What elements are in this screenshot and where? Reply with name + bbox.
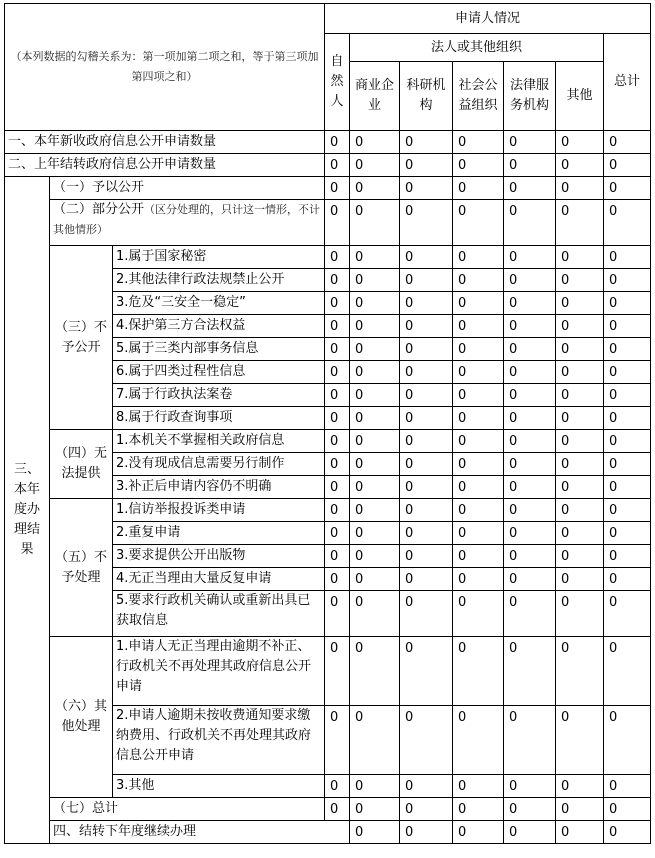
group-4-label: （四）无法提供 <box>50 430 113 499</box>
cell-value: 0 <box>504 798 556 821</box>
cell-value: 0 <box>504 338 556 361</box>
cell-value: 0 <box>350 407 400 430</box>
cell-value: 0 <box>350 154 400 177</box>
cell-value: 0 <box>604 131 651 154</box>
cell-value: 0 <box>453 453 504 476</box>
cell-value: 0 <box>350 568 400 591</box>
cell-value: 0 <box>453 200 504 246</box>
cell-value: 0 <box>325 246 350 269</box>
cell-value: 0 <box>604 591 651 637</box>
lawservice-header: 法律服务机构 <box>504 62 556 131</box>
cell-value: 0 <box>504 315 556 338</box>
table-row <box>5 200 651 246</box>
cell-value: 0 <box>604 407 651 430</box>
research-header: 科研机构 <box>400 62 453 131</box>
cell-value: 0 <box>400 269 453 292</box>
cell-value: 0 <box>400 821 453 844</box>
cell-value: 0 <box>453 430 504 453</box>
cell-value: 0 <box>325 269 350 292</box>
cell-value: 0 <box>504 131 556 154</box>
cell-value: 0 <box>350 798 400 821</box>
cell-value: 0 <box>556 292 604 315</box>
section-3-label: 三、本年度办理结果 <box>5 177 50 844</box>
cell-value: 0 <box>350 522 400 545</box>
legal-entity-header: 法人或其他组织 <box>350 34 604 62</box>
cell-value: 0 <box>504 591 556 637</box>
cell-value: 0 <box>556 775 604 798</box>
cell-value: 0 <box>350 591 400 637</box>
cell-value: 0 <box>604 177 651 200</box>
cell-value: 0 <box>453 384 504 407</box>
cell-value: 0 <box>604 154 651 177</box>
cell-value: 0 <box>325 154 350 177</box>
row-label <box>50 200 325 246</box>
cell-value: 0 <box>400 246 453 269</box>
cell-value: 0 <box>400 177 453 200</box>
cell-value: 0 <box>350 131 400 154</box>
cell-value: 0 <box>325 131 350 154</box>
cell-value: 0 <box>400 384 453 407</box>
cell-value: 0 <box>400 591 453 637</box>
row-label: 1.申请人无正当理由逾期不补正、行政机关不再处理其政府信息公开申请 <box>113 637 325 706</box>
cell-value: 0 <box>453 591 504 637</box>
cell-value: 0 <box>400 522 453 545</box>
cell-value: 0 <box>325 200 350 246</box>
cell-value: 0 <box>604 361 651 384</box>
cell-value: 0 <box>350 269 400 292</box>
cell-value: 0 <box>556 338 604 361</box>
cell-value: 0 <box>453 798 504 821</box>
cell-value: 0 <box>325 798 350 821</box>
other-header: 其他 <box>556 62 604 131</box>
cell-value: 0 <box>350 177 400 200</box>
cell-value: 0 <box>556 499 604 522</box>
cell-value: 0 <box>604 453 651 476</box>
cell-value: 0 <box>604 545 651 568</box>
cell-value: 0 <box>400 430 453 453</box>
cell-value: 0 <box>556 177 604 200</box>
cell-value: 0 <box>453 568 504 591</box>
cell-value: 0 <box>350 338 400 361</box>
row-label: 3.其他 <box>113 775 325 798</box>
row-label: 3.要求提供公开出版物 <box>113 545 325 568</box>
cell-value: 0 <box>325 499 350 522</box>
cell-value: 0 <box>504 637 556 706</box>
cell-value: 0 <box>604 246 651 269</box>
cell-value: 0 <box>453 361 504 384</box>
cell-value: 0 <box>604 499 651 522</box>
cell-value: 0 <box>325 315 350 338</box>
row-label: 3.危及“三安全一稳定” <box>113 292 325 315</box>
row-label: 1.本机关不掌握相关政府信息 <box>113 430 325 453</box>
row-label: 2.没有现成信息需要另行制作 <box>113 453 325 476</box>
cell-value: 0 <box>556 269 604 292</box>
cell-value: 0 <box>556 154 604 177</box>
cell-value: 0 <box>325 177 350 200</box>
cell-value: 0 <box>556 430 604 453</box>
table-row <box>5 177 651 200</box>
cell-value: 0 <box>453 292 504 315</box>
cell-value: 0 <box>350 384 400 407</box>
cell-value: 0 <box>604 269 651 292</box>
cell-value: 0 <box>504 200 556 246</box>
cell-value: 0 <box>400 545 453 568</box>
cell-value: 0 <box>453 338 504 361</box>
cell-value: 0 <box>453 476 504 499</box>
cell-value: 0 <box>325 361 350 384</box>
row-label: 2.其他法律行政法规禁止公开 <box>113 269 325 292</box>
commercial-header: 商业企业 <box>350 62 400 131</box>
cell-value: 0 <box>325 338 350 361</box>
row-label: 3.补正后申请内容仍不明确 <box>113 476 325 499</box>
cell-value: 0 <box>350 453 400 476</box>
cell-value: 0 <box>453 177 504 200</box>
table-row <box>5 430 651 453</box>
cell-value: 0 <box>453 522 504 545</box>
cell-value: 0 <box>325 476 350 499</box>
cell-value: 0 <box>350 706 400 775</box>
cell-value: 0 <box>400 706 453 775</box>
cell-value: 0 <box>604 522 651 545</box>
row-label: 5.要求行政机关确认或重新出具已获取信息 <box>113 591 325 637</box>
cell-value: 0 <box>556 384 604 407</box>
row-label: 7.属于行政执法案卷 <box>113 384 325 407</box>
cell-value: 0 <box>504 384 556 407</box>
cell-value: 0 <box>350 637 400 706</box>
cell-value: 0 <box>350 430 400 453</box>
row-label: 1.属于国家秘密 <box>113 246 325 269</box>
cell-value: 0 <box>453 821 504 844</box>
info-disclosure-table <box>4 3 651 844</box>
cell-value: 0 <box>604 568 651 591</box>
cell-value: 0 <box>400 453 453 476</box>
cell-value: 0 <box>604 706 651 775</box>
cell-value: 0 <box>350 200 400 246</box>
cell-value: 0 <box>453 407 504 430</box>
cell-value: 0 <box>350 545 400 568</box>
cell-value: 0 <box>453 637 504 706</box>
cell-value: 0 <box>504 476 556 499</box>
natural-person-header: 自然人 <box>325 34 350 131</box>
cell-value: 0 <box>604 338 651 361</box>
cell-value: 0 <box>400 407 453 430</box>
cell-value: 0 <box>400 476 453 499</box>
cell-value: 0 <box>604 637 651 706</box>
cell-value: 0 <box>504 775 556 798</box>
cell-value: 0 <box>453 246 504 269</box>
cell-value: 0 <box>325 545 350 568</box>
cell-value: 0 <box>350 361 400 384</box>
cell-value: 0 <box>504 269 556 292</box>
cell-value: 0 <box>504 568 556 591</box>
cell-value: 0 <box>604 775 651 798</box>
cell-value: 0 <box>556 407 604 430</box>
cell-value: 0 <box>325 568 350 591</box>
cell-value: 0 <box>325 706 350 775</box>
cell-value: 0 <box>400 499 453 522</box>
cell-value: 0 <box>604 384 651 407</box>
table-row <box>5 798 651 821</box>
row-label: 2.重复申请 <box>113 522 325 545</box>
cell-value: 0 <box>325 591 350 637</box>
cell-value: 0 <box>350 292 400 315</box>
table-row <box>5 246 651 269</box>
cell-value: 0 <box>504 430 556 453</box>
cell-value: 0 <box>325 522 350 545</box>
cell-value: 0 <box>325 637 350 706</box>
cell-value: 0 <box>504 821 556 844</box>
cell-value: 0 <box>556 637 604 706</box>
cell-value: 0 <box>325 407 350 430</box>
total-header: 总计 <box>604 34 651 131</box>
applicant-header: 申请人情况 <box>325 4 651 34</box>
cell-value: 0 <box>350 821 400 844</box>
row-label: 一、本年新收政府信息公开申请数量 <box>5 131 325 154</box>
cell-value: 0 <box>504 246 556 269</box>
cell-value: 0 <box>400 154 453 177</box>
cell-value: 0 <box>604 821 651 844</box>
row-label: （七）总计 <box>50 798 325 821</box>
header-note: （本列数据的勾稽关系为：第一项加第二项之和，等于第三项加第四项之和） <box>5 4 325 131</box>
cell-value: 0 <box>556 545 604 568</box>
cell-value: 0 <box>400 568 453 591</box>
cell-value: 0 <box>325 292 350 315</box>
cell-value: 0 <box>604 430 651 453</box>
cell-value: 0 <box>504 706 556 775</box>
cell-value: 0 <box>504 545 556 568</box>
cell-value: 0 <box>453 269 504 292</box>
group-3-label: （三）不予公开 <box>50 246 113 430</box>
cell-value: 0 <box>556 476 604 499</box>
table-row <box>5 131 651 154</box>
cell-value: 0 <box>400 315 453 338</box>
cell-value: 0 <box>504 407 556 430</box>
cell-value: 0 <box>556 200 604 246</box>
row-label: 8.属于行政查询事项 <box>113 407 325 430</box>
cell-value: 0 <box>453 131 504 154</box>
cell-value: 0 <box>350 499 400 522</box>
cell-value: 0 <box>504 453 556 476</box>
partial-label: （二）部分公开 <box>53 202 145 217</box>
cell-value: 0 <box>400 200 453 246</box>
cell-value: 0 <box>325 775 350 798</box>
cell-value: 0 <box>325 453 350 476</box>
row-label: 四、结转下年度继续办理 <box>50 821 350 844</box>
cell-value: 0 <box>556 706 604 775</box>
cell-value: 0 <box>556 821 604 844</box>
cell-value: 0 <box>604 798 651 821</box>
group-5-label: （五）不予处理 <box>50 499 113 637</box>
cell-value: 0 <box>556 798 604 821</box>
cell-value: 0 <box>604 292 651 315</box>
cell-value: 0 <box>400 637 453 706</box>
cell-value: 0 <box>400 798 453 821</box>
cell-value: 0 <box>604 200 651 246</box>
table-row <box>5 154 651 177</box>
cell-value: 0 <box>350 246 400 269</box>
table-row <box>5 821 651 844</box>
row-label: 5.属于三类内部事务信息 <box>113 338 325 361</box>
cell-value: 0 <box>556 246 604 269</box>
cell-value: 0 <box>453 499 504 522</box>
cell-value: 0 <box>400 292 453 315</box>
cell-value: 0 <box>504 499 556 522</box>
cell-value: 0 <box>453 315 504 338</box>
cell-value: 0 <box>400 338 453 361</box>
cell-value: 0 <box>504 522 556 545</box>
row-label: 6.属于四类过程性信息 <box>113 361 325 384</box>
partial-note: （区分处理的，只计这一情形，不计其他情形） <box>53 203 321 236</box>
row-label: （一）予以公开 <box>50 177 325 200</box>
cell-value: 0 <box>504 361 556 384</box>
cell-value: 0 <box>350 315 400 338</box>
cell-value: 0 <box>504 177 556 200</box>
cell-value: 0 <box>556 522 604 545</box>
table-row <box>5 499 651 522</box>
table-row <box>5 637 651 706</box>
cell-value: 0 <box>350 476 400 499</box>
social-header: 社会公益组织 <box>453 62 504 131</box>
cell-value: 0 <box>325 430 350 453</box>
cell-value: 0 <box>453 706 504 775</box>
cell-value: 0 <box>556 568 604 591</box>
row-label: 1.信访举报投诉类申请 <box>113 499 325 522</box>
cell-value: 0 <box>504 154 556 177</box>
cell-value: 0 <box>400 775 453 798</box>
cell-value: 0 <box>325 384 350 407</box>
cell-value: 0 <box>504 292 556 315</box>
row-label: 4.无正当理由大量反复申请 <box>113 568 325 591</box>
cell-value: 0 <box>453 775 504 798</box>
cell-value: 0 <box>400 131 453 154</box>
cell-value: 0 <box>604 476 651 499</box>
cell-value: 0 <box>453 154 504 177</box>
cell-value: 0 <box>604 315 651 338</box>
cell-value: 0 <box>400 361 453 384</box>
group-6-label: （六）其他处理 <box>50 637 113 798</box>
cell-value: 0 <box>556 453 604 476</box>
cell-value: 0 <box>556 315 604 338</box>
row-label: 2.申请人逾期未按收费通知要求缴纳费用、行政机关不再处理其政府信息公开申请 <box>113 706 325 775</box>
cell-value: 0 <box>556 361 604 384</box>
cell-value: 0 <box>556 131 604 154</box>
cell-value: 0 <box>453 545 504 568</box>
row-label: 二、上年结转政府信息公开申请数量 <box>5 154 325 177</box>
cell-value: 0 <box>350 775 400 798</box>
row-label: 4.保护第三方合法权益 <box>113 315 325 338</box>
cell-value: 0 <box>556 591 604 637</box>
